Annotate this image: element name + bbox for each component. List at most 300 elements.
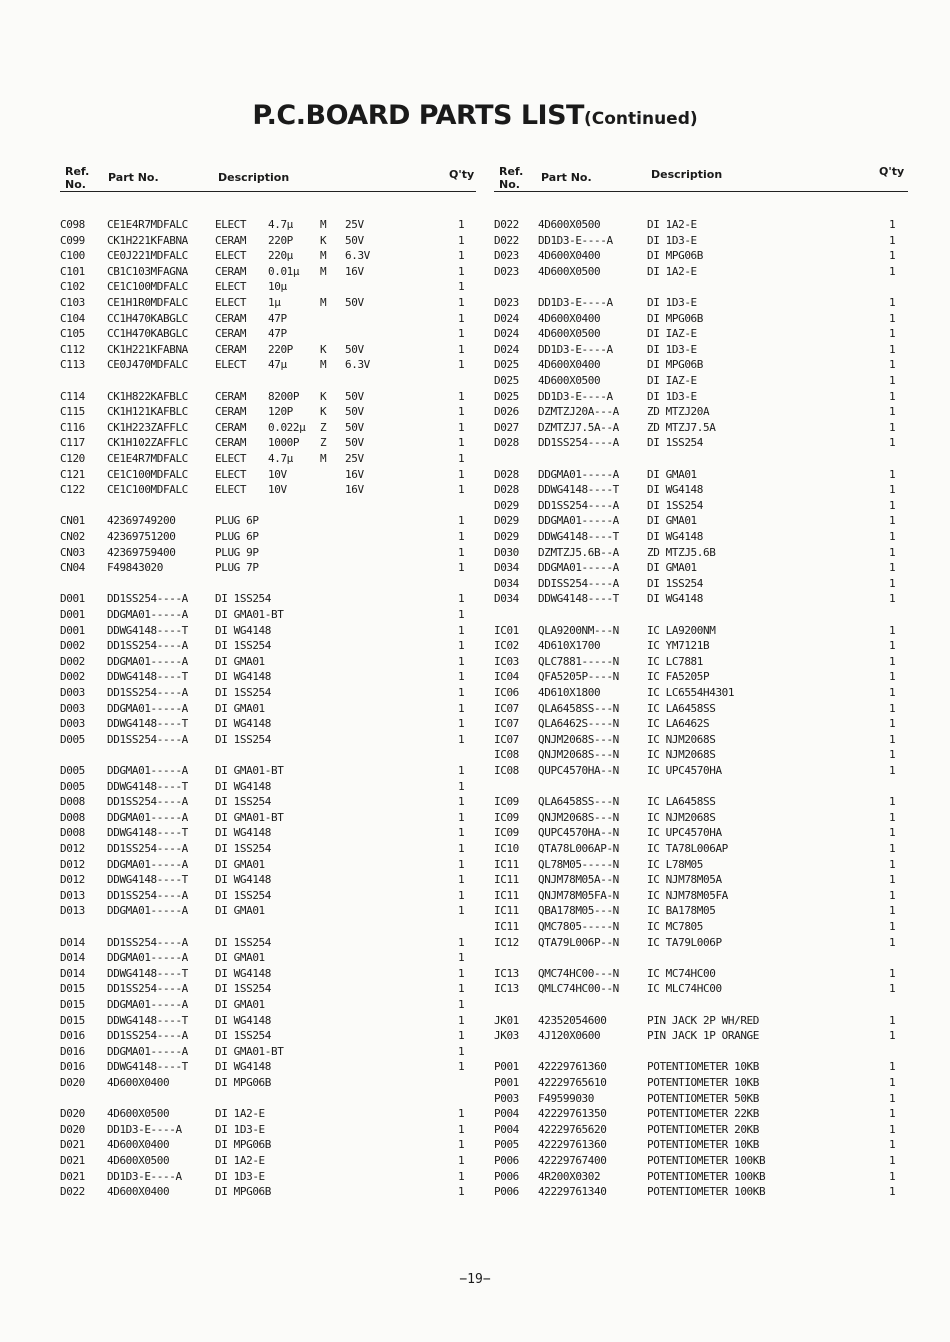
cell-qty: 1 [458,1044,465,1058]
cell-part: QTA79L006P--N [538,935,619,949]
table-row [494,903,908,919]
cell-qty: 1 [889,1076,896,1089]
cell-volt: 50V [345,342,364,356]
cell-qty: 1 [458,1122,465,1136]
table-row [60,545,476,561]
cell-part: DD1D3-E----A [538,389,613,403]
cell-val: 4.7μ [268,452,293,465]
cell-desc: IC NJM2068S [647,748,716,762]
cell-qty: 1 [889,264,896,278]
cell-desc: POTENTIOMETER 10KB [647,1138,760,1152]
cell-ref: P006 [494,1169,519,1183]
cell-desc: POTENTIOMETER 100KB [647,1169,766,1183]
cell-qty: 1 [889,420,896,434]
cell-ref: D001 [60,592,85,606]
cell-ref: D022 [494,218,519,231]
table-row [60,857,476,873]
ref-header-line1: Ref. [65,165,90,178]
cell-part: QLA6458SS---N [538,795,619,809]
cell-part: 4D610X1700 [538,639,601,653]
cell-volt: 16V [345,483,364,497]
cell-part: CE1E4R7MDFALC [107,218,188,231]
cell-qty: 1 [889,904,896,918]
table-row [60,669,476,685]
cell-part: 4D600X0500 [538,374,601,387]
cell-ref: D020 [60,1076,85,1089]
cell-volt: 25V [345,452,364,465]
cell-part: CK1H223ZAFFLC [107,420,188,434]
table-row [494,435,908,451]
cell-ref: D023 [494,296,519,309]
cell-part: CC1H470KABGLC [107,311,188,325]
cell-ref: D034 [494,576,519,590]
table-row [494,623,908,639]
table-row [60,404,476,420]
cell-ref: IC09 [494,795,519,809]
cell-qty: 1 [458,795,465,809]
cell-part: F49599030 [538,1091,595,1105]
table-row [60,591,476,607]
cell-desc: DI 1A2-E [647,218,697,231]
title-suffix: (Continued) [583,109,698,129]
cell-val: 10V [268,483,287,497]
cell-ref: D015 [60,1013,85,1027]
cell-desc: CERAM [215,389,247,403]
cell-ref: C112 [60,342,85,356]
cell-desc: POTENTIOMETER 10KB [647,1060,760,1074]
table-row [494,935,908,951]
cell-qty: 1 [458,530,465,543]
cell-qty: 1 [889,1091,896,1105]
description-header: Description [218,171,290,184]
cell-ref: P004 [494,1122,519,1136]
cell-ref: D020 [60,1122,85,1136]
cell-desc: POTENTIOMETER 10KB [647,1076,760,1089]
cell-part: DD1SS254----A [107,982,188,996]
table-row [494,669,908,685]
cell-qty: 1 [458,654,465,668]
cell-part: CK1H121KAFBLC [107,405,188,419]
cell-desc: DI GMA01 [215,857,265,871]
table-row [60,279,476,295]
ref-header-line1: Ref. [499,165,524,178]
table-row [494,1028,908,1044]
table-row [60,623,476,639]
table-row [60,997,476,1013]
cell-val: 10μ [268,280,287,294]
cell-val: 220μ [268,249,293,263]
table-row [60,1059,476,1075]
cell-desc: PIN JACK 1P ORANGE [647,1029,760,1043]
cell-tol: M [320,249,327,263]
cell-ref: D008 [60,795,85,809]
table-row [494,872,908,888]
cell-qty: 1 [458,951,465,965]
cell-qty: 1 [889,436,896,450]
cell-qty: 1 [889,701,896,715]
cell-part: CC1H470KABGLC [107,327,188,341]
cell-tol: K [320,342,327,356]
cell-qty: 1 [889,826,896,840]
table-row [60,607,476,623]
cell-desc: IC LC7881 [647,654,704,668]
cell-desc: DI 1SS254 [215,935,272,949]
cell-desc: DI WG4148 [215,1013,272,1027]
cell-qty: 1 [889,873,896,887]
cell-qty: 1 [458,1138,465,1152]
cell-part: DDGMA01-----A [107,1044,188,1058]
cell-desc: DI 1D3-E [215,1169,265,1183]
cell-ref: C105 [60,327,85,341]
cell-desc: POTENTIOMETER 22KB [647,1107,760,1121]
cell-qty: 1 [889,389,896,403]
cell-ref: IC11 [494,920,519,933]
table-row [60,716,476,732]
cell-ref: IC01 [494,623,519,637]
cell-qty: 1 [889,1013,896,1027]
cell-volt: 50V [345,233,364,247]
cell-qty: 1 [889,592,896,606]
cell-part: DDWG4148----T [107,623,188,637]
table-row [494,638,908,654]
cell-ref: D020 [60,1107,85,1121]
cell-qty: 1 [458,686,465,699]
cell-ref: D025 [494,374,519,387]
table-row [60,888,476,904]
cell-part: DDWG4148----T [107,779,188,793]
cell-desc: IC UPC4570HA [647,826,722,840]
qty-header: Q'ty [449,168,475,181]
cell-qty: 1 [458,296,465,309]
cell-qty: 1 [458,264,465,278]
cell-ref: P001 [494,1076,519,1089]
cell-part: DDWG4148----T [538,592,619,606]
cell-ref: D016 [60,1060,85,1074]
cell-ref: C117 [60,436,85,450]
table-row [494,529,908,545]
table-row [60,482,476,498]
cell-qty: 1 [889,966,896,980]
cell-val: 220P [268,342,293,356]
cell-qty: 1 [458,514,465,528]
cell-part: DDWG4148----T [107,1013,188,1027]
table-row [60,779,476,795]
cell-ref: IC06 [494,686,519,699]
cell-qty: 1 [458,670,465,684]
cell-desc: PLUG 7P [215,561,259,575]
cell-val: 1μ [268,296,281,309]
table-row [60,810,476,826]
cell-part: DDWG4148----T [107,826,188,840]
cell-desc: DI 1A2-E [215,1107,265,1121]
cell-ref: D003 [60,701,85,715]
cell-part: QTA78L006AP-N [538,842,619,855]
table-row [494,732,908,748]
cell-ref: D021 [60,1138,85,1152]
table-row [60,981,476,997]
cell-part: CE1E4R7MDFALC [107,452,188,465]
cell-qty: 1 [458,701,465,715]
cell-desc: DI GMA01 [215,998,265,1011]
part-no-header: Part No. [541,171,592,184]
table-row [494,919,908,935]
cell-val: 47μ [268,358,287,372]
cell-desc: DI MPG06B [647,249,704,263]
cell-ref: IC11 [494,888,519,902]
table-row [494,857,908,873]
table-row [60,560,476,576]
cell-ref: C101 [60,264,85,278]
table-row [60,295,476,311]
table-row [494,513,908,529]
cell-qty: 1 [889,1060,896,1074]
table-row [494,1169,908,1185]
cell-qty: 1 [458,280,465,294]
cell-volt: 50V [345,420,364,434]
cell-part: CE0J470MDFALC [107,358,188,372]
table-row [494,233,908,249]
cell-qty: 1 [458,327,465,341]
cell-ref: IC13 [494,966,519,980]
table-row [494,763,908,779]
cell-qty: 1 [889,358,896,372]
cell-desc: DI MPG06B [215,1138,272,1152]
cell-part: 4J120X0600 [538,1029,601,1043]
cell-ref: D023 [494,264,519,278]
cell-part: DD1SS254----A [107,935,188,949]
cell-qty: 1 [889,233,896,247]
cell-qty: 1 [458,857,465,871]
cell-qty: 1 [458,623,465,637]
cell-part: DDGMA01-----A [107,701,188,715]
cell-part: CB1C103MFAGNA [107,264,188,278]
cell-part: DD1D3-E----A [107,1169,182,1183]
right-parts-table [494,160,908,1199]
cell-ref: D014 [60,966,85,980]
table-row [60,1169,476,1185]
cell-ref: IC10 [494,842,519,855]
cell-part: DDGMA01-----A [107,857,188,871]
cell-val: 0.01μ [268,264,300,278]
cell-desc: DI 1SS254 [215,592,272,606]
cell-desc: IC NJM78M05A [647,873,722,887]
right-table-header [494,160,908,192]
table-row [60,1106,476,1122]
cell-ref: C100 [60,249,85,263]
cell-qty: 1 [458,1169,465,1183]
table-row [494,1059,908,1075]
cell-qty: 1 [889,623,896,637]
cell-desc: DI 1D3-E [215,1122,265,1136]
table-row [60,342,476,358]
cell-desc: DI WG4148 [215,1060,272,1074]
cell-qty: 1 [889,764,896,777]
cell-ref: IC08 [494,748,519,762]
cell-tol: M [320,264,327,278]
cell-part: 4D600X0400 [538,249,601,263]
cell-qty: 1 [458,233,465,247]
cell-part: QLA6458SS---N [538,701,619,715]
cell-desc: IC FA5205P [647,670,710,684]
table-row [60,467,476,483]
table-row [60,638,476,654]
cell-ref: D005 [60,732,85,746]
cell-ref: D023 [494,249,519,263]
cell-desc: IC MC7805 [647,920,704,933]
table-row [60,451,476,467]
cell-desc: DI GMA01-BT [215,764,284,777]
cell-volt: 50V [345,405,364,419]
cell-ref: IC11 [494,873,519,887]
table-row [60,701,476,717]
cell-desc: DI 1SS254 [215,686,272,699]
cell-part: 4D600X0400 [107,1138,170,1152]
cell-qty: 1 [889,982,896,996]
cell-ref: IC11 [494,904,519,918]
cell-ref: D024 [494,311,519,325]
cell-desc: DI 1SS254 [215,1029,272,1043]
cell-desc: DI GMA01 [647,561,697,575]
cell-val: 47P [268,327,287,341]
cell-part: DD1SS254----A [107,592,188,606]
cell-desc: DI 1SS254 [215,639,272,653]
cell-qty: 1 [458,608,465,621]
cell-part: 42229765610 [538,1076,607,1089]
cell-part: QNJM2068S---N [538,732,619,746]
cell-desc: ZD MTZJ20A [647,405,710,419]
cell-part: DDGMA01-----A [107,654,188,668]
cell-desc: DI IAZ-E [647,327,697,341]
cell-desc: IC LA6458SS [647,701,716,715]
cell-qty: 1 [458,966,465,980]
cell-ref: D016 [60,1044,85,1058]
cell-part: DDWG4148----T [107,873,188,887]
cell-ref: D012 [60,857,85,871]
cell-ref: D002 [60,639,85,653]
cell-qty: 1 [889,717,896,731]
cell-part: CE0J221MDFALC [107,249,188,263]
left-parts-table [60,160,476,1199]
cell-part: 42229761350 [538,1107,607,1121]
cell-desc: DI WG4148 [215,873,272,887]
cell-ref: IC07 [494,717,519,731]
cell-ref: C121 [60,467,85,481]
cell-qty: 1 [889,514,896,528]
left-table-header [60,160,476,192]
cell-qty: 1 [458,873,465,887]
cell-part: 42229767400 [538,1154,607,1167]
cell-desc: PLUG 6P [215,514,259,528]
cell-desc: DI GMA01-BT [215,1044,284,1058]
cell-qty: 1 [458,826,465,840]
cell-desc: DI MPG06B [647,358,704,372]
cell-ref: JK01 [494,1013,519,1027]
cell-tol: M [320,296,327,309]
cell-part: DDWG4148----T [107,1060,188,1074]
cell-qty: 1 [889,576,896,590]
cell-desc: POTENTIOMETER 100KB [647,1154,766,1167]
cell-volt: 50V [345,436,364,450]
cell-qty: 1 [889,654,896,668]
cell-desc: DI GMA01-BT [215,810,284,824]
cell-ref: D014 [60,951,85,965]
cell-part: DD1SS254----A [107,639,188,653]
cell-ref: IC02 [494,639,519,653]
cell-tol: M [320,452,327,465]
cell-part: CE1C100MDFALC [107,280,188,294]
cell-qty: 1 [889,467,896,481]
cell-ref: D034 [494,592,519,606]
cell-part: DDWG4148----T [538,530,619,543]
cell-ref: D022 [494,233,519,247]
table-row [60,420,476,436]
cell-part: 42369749200 [107,514,176,528]
cell-ref: D013 [60,904,85,918]
table-row [494,560,908,576]
cell-ref: D022 [60,1185,85,1199]
cell-part: DDGMA01-----A [538,514,619,528]
cell-part: DDGMA01-----A [107,904,188,918]
cell-desc: DI 1SS254 [647,436,704,450]
cell-desc: POTENTIOMETER 100KB [647,1185,766,1199]
ref-header [499,165,523,191]
cell-ref: IC13 [494,982,519,996]
cell-part: DZMTZJ5.6B--A [538,545,619,559]
table-row [60,389,476,405]
cell-ref: D015 [60,998,85,1011]
title-text: P.C.BOARD PARTS LIST [252,100,584,131]
cell-qty: 1 [889,1185,896,1199]
cell-desc: IC LA9200NM [647,623,716,637]
cell-desc: DI WG4148 [647,483,704,497]
cell-ref: IC07 [494,701,519,715]
cell-part: 4D610X1800 [538,686,601,699]
cell-qty: 1 [458,998,465,1011]
cell-qty: 1 [889,888,896,902]
cell-qty: 1 [458,452,465,465]
cell-desc: IC UPC4570HA [647,764,722,777]
table-row [494,1075,908,1091]
cell-part: DD1D3-E----A [107,1122,182,1136]
cell-part: QMC7805-----N [538,920,619,933]
table-row [60,763,476,779]
cell-ref: D012 [60,873,85,887]
cell-qty: 1 [889,483,896,497]
cell-ref: D008 [60,826,85,840]
table-row [60,966,476,982]
cell-qty: 1 [458,592,465,606]
cell-part: 4D600X0400 [538,358,601,372]
cell-desc: DI GMA01 [647,467,697,481]
cell-part: F49843020 [107,561,164,575]
table-row [494,716,908,732]
cell-tol: M [320,218,327,231]
table-row [60,529,476,545]
cell-volt: 16V [345,467,364,481]
table-row [494,217,908,233]
cell-desc: PLUG 9P [215,545,259,559]
cell-qty: 1 [889,405,896,419]
cell-desc: IC L78M05 [647,857,704,871]
cell-part: 4D600X0500 [538,327,601,341]
cell-qty: 1 [889,857,896,871]
cell-ref: IC11 [494,857,519,871]
cell-qty: 1 [458,420,465,434]
cell-ref: CN01 [60,514,85,528]
cell-volt: 50V [345,296,364,309]
cell-qty: 1 [458,405,465,419]
cell-ref: D002 [60,670,85,684]
